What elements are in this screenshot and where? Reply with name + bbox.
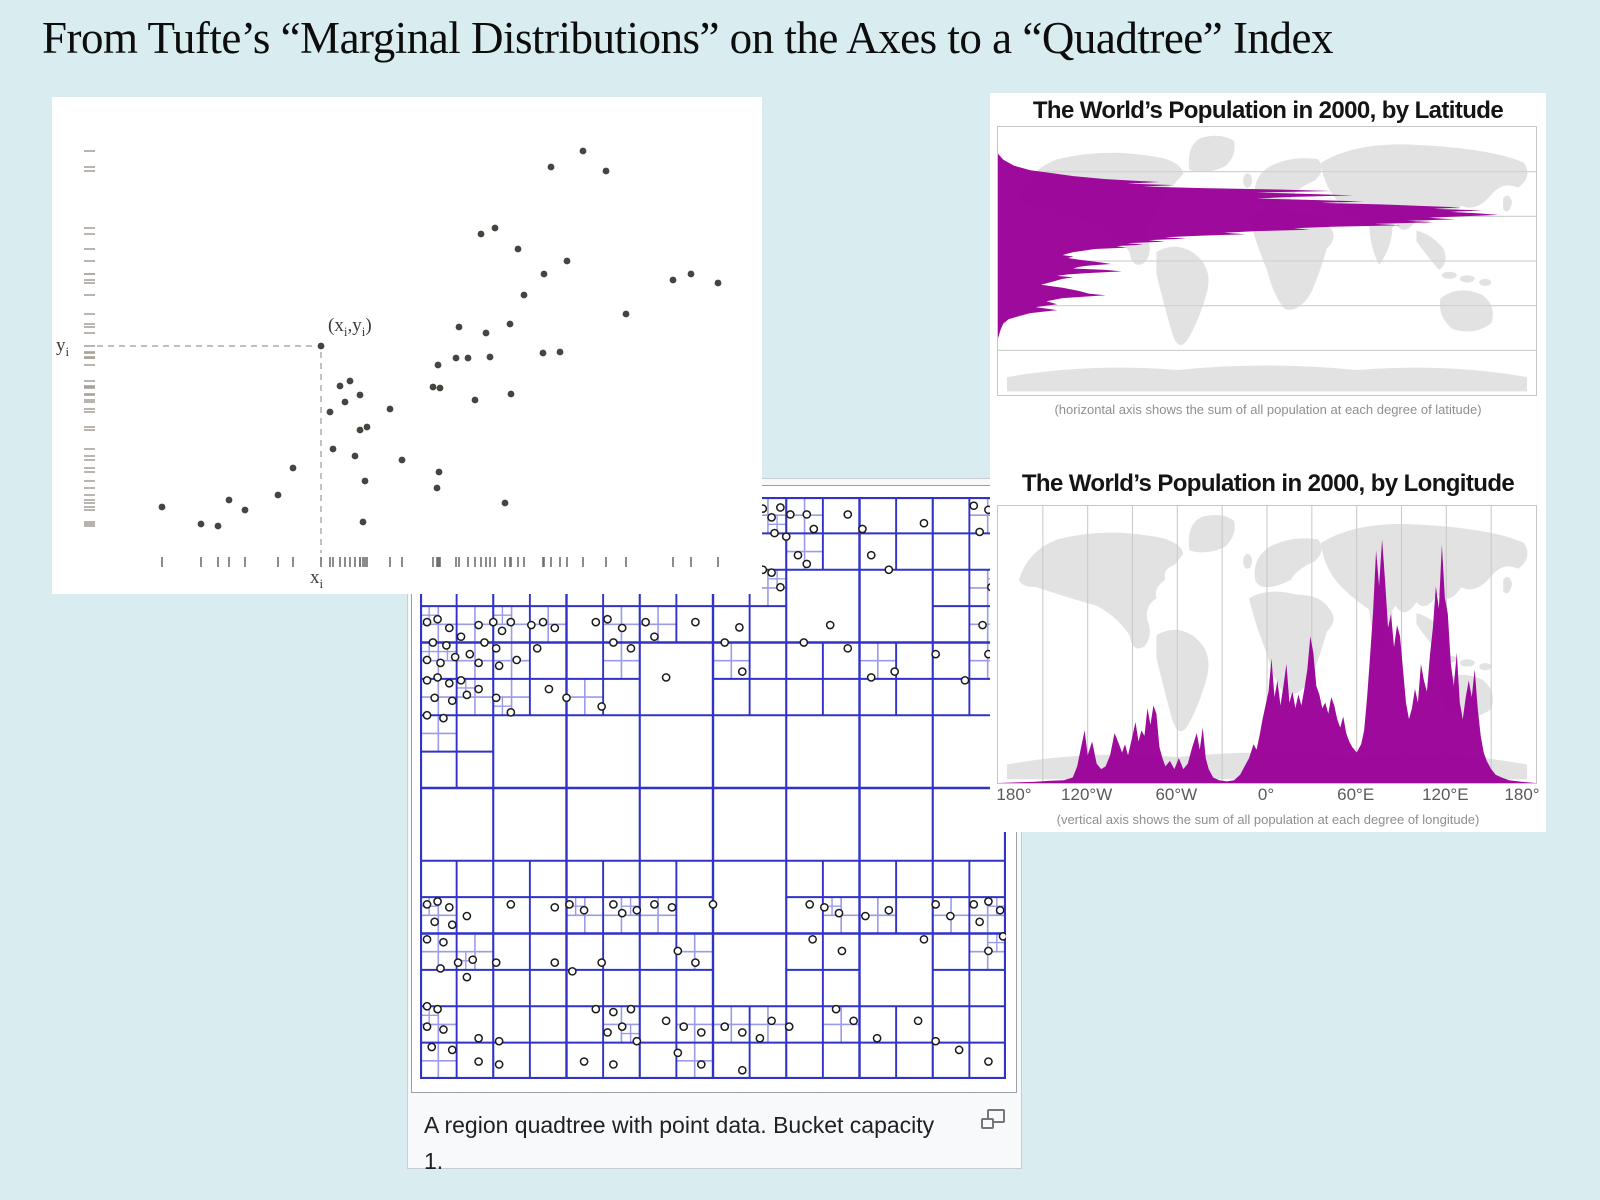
longitude-axis-label: 120°E <box>1422 785 1469 804</box>
longitude-axis-label: 60°E <box>1337 785 1375 804</box>
longitude-map-caption: (vertical axis shows the sum of all population at each degree of longitude) <box>1056 812 1480 827</box>
longitude-axis <box>990 785 1546 807</box>
latitude-map-title: The World’s Population in 2000, by Latitude <box>1032 97 1504 124</box>
longitude-map-title: The World’s Population in 2000, by Longitude <box>1021 470 1515 497</box>
tufte-scatterplot-panel <box>52 97 762 594</box>
enlarge-icon[interactable] <box>981 1109 1005 1129</box>
longitude-axis-label: 180° <box>1504 785 1540 804</box>
point-label: $(x_i,y_i)$ <box>328 315 372 339</box>
y-axis-label: $y_i$ <box>56 335 70 359</box>
longitude-histogram-map <box>998 506 1536 783</box>
slide-title: From Tufte’s “Marginal Distributions” on the Axes to a “Quadtree” Index <box>42 13 1333 63</box>
quadtree-caption: A region quadtree with point data. Bucket capacity 1. <box>424 1112 935 1174</box>
longitude-axis-label: 180° <box>996 785 1032 804</box>
longitude-axis-label: 120°W <box>1061 785 1113 804</box>
latitude-map-caption: (horizontal axis shows the sum of all population at each degree of latitude) <box>1054 402 1482 417</box>
longitude-map <box>997 505 1537 784</box>
latitude-map <box>997 126 1537 396</box>
latitude-histogram-map <box>998 127 1536 395</box>
scatterplot <box>52 97 762 594</box>
longitude-axis-label: 0° <box>1257 785 1275 804</box>
longitude-axis-label: 60°W <box>1155 785 1198 804</box>
x-axis-label: $x_i$ <box>310 567 324 591</box>
population-maps-panel <box>990 93 1546 832</box>
